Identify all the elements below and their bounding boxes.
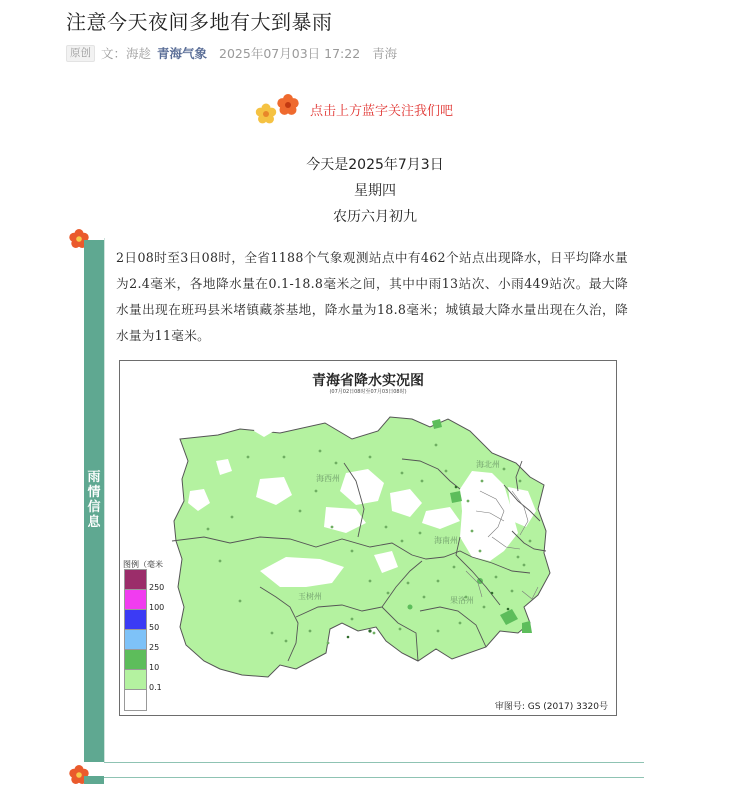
legend-value: 100 <box>149 603 165 612</box>
map-title: 青海省降水实况图 <box>312 373 424 389</box>
follow-link[interactable]: 点击上方蓝字关注我们吧 <box>310 104 454 119</box>
date-line-3: 农历六月初九 <box>333 209 417 225</box>
publish-region: 青海 <box>372 46 398 61</box>
legend-swatch <box>124 569 147 591</box>
region-label: 海南州 <box>434 536 458 545</box>
date-line-2: 星期四 <box>354 183 396 199</box>
article-meta <box>66 44 397 62</box>
legend-swatch <box>124 589 147 611</box>
section-divider <box>104 238 105 762</box>
legend-title: 图例（毫米 <box>123 560 163 569</box>
flower-icon <box>252 92 306 128</box>
section-bottom-rule <box>104 762 644 763</box>
next-section-side-bar <box>84 776 104 784</box>
legend-swatch <box>124 669 147 691</box>
author: 文：海趁 <box>101 46 152 61</box>
legend-swatch <box>124 629 147 651</box>
section-label: 雨情信息 <box>87 470 101 530</box>
follow-prompt <box>252 92 492 128</box>
region-label: 果洛州 <box>450 596 474 605</box>
map-subtitle: (07月02日08时至07月03日08时) <box>329 389 407 395</box>
region-label: 海西州 <box>316 474 340 483</box>
qinghai-province-map <box>120 361 616 715</box>
region-label: 海北州 <box>476 460 500 469</box>
next-section-rule <box>104 777 644 778</box>
precipitation-map <box>119 360 617 716</box>
legend-value: 10 <box>149 663 160 672</box>
rain-summary-paragraph: 2日08时至3日08时，全省1188个气象观测站点中有462个站点出现降水，日平均降水量为2.4毫米，各地降水量在0.1-18.8毫米之间，其中中雨13站次、小雨449站次。最大降水量出现在班玛县米堵镇藏茶基地，降水量为18.8毫米；城镇最大降水量出现在久治，降水量为11毫米。 <box>116 250 628 343</box>
account-name-link[interactable]: 青海气象 <box>157 46 208 61</box>
publish-datetime: 2025年07月03日 17:22 <box>219 46 361 61</box>
legend-swatch <box>124 649 147 671</box>
legend-value: 250 <box>149 583 165 592</box>
date-line-1: 今天是2025年7月3日 <box>306 157 444 173</box>
legend-swatch <box>124 609 147 631</box>
legend-swatch <box>124 689 147 711</box>
legend-value: 25 <box>149 643 160 652</box>
legend-value: 0.1 <box>149 683 162 692</box>
article-title: 注意今天夜间多地有大到暴雨 <box>66 10 333 34</box>
region-label: 玉树州 <box>298 592 322 601</box>
legend-value: 50 <box>149 623 160 632</box>
map-approval-number: 审图号: GS (2017) 3320号 <box>494 702 608 712</box>
original-badge: 原创 <box>66 45 95 62</box>
